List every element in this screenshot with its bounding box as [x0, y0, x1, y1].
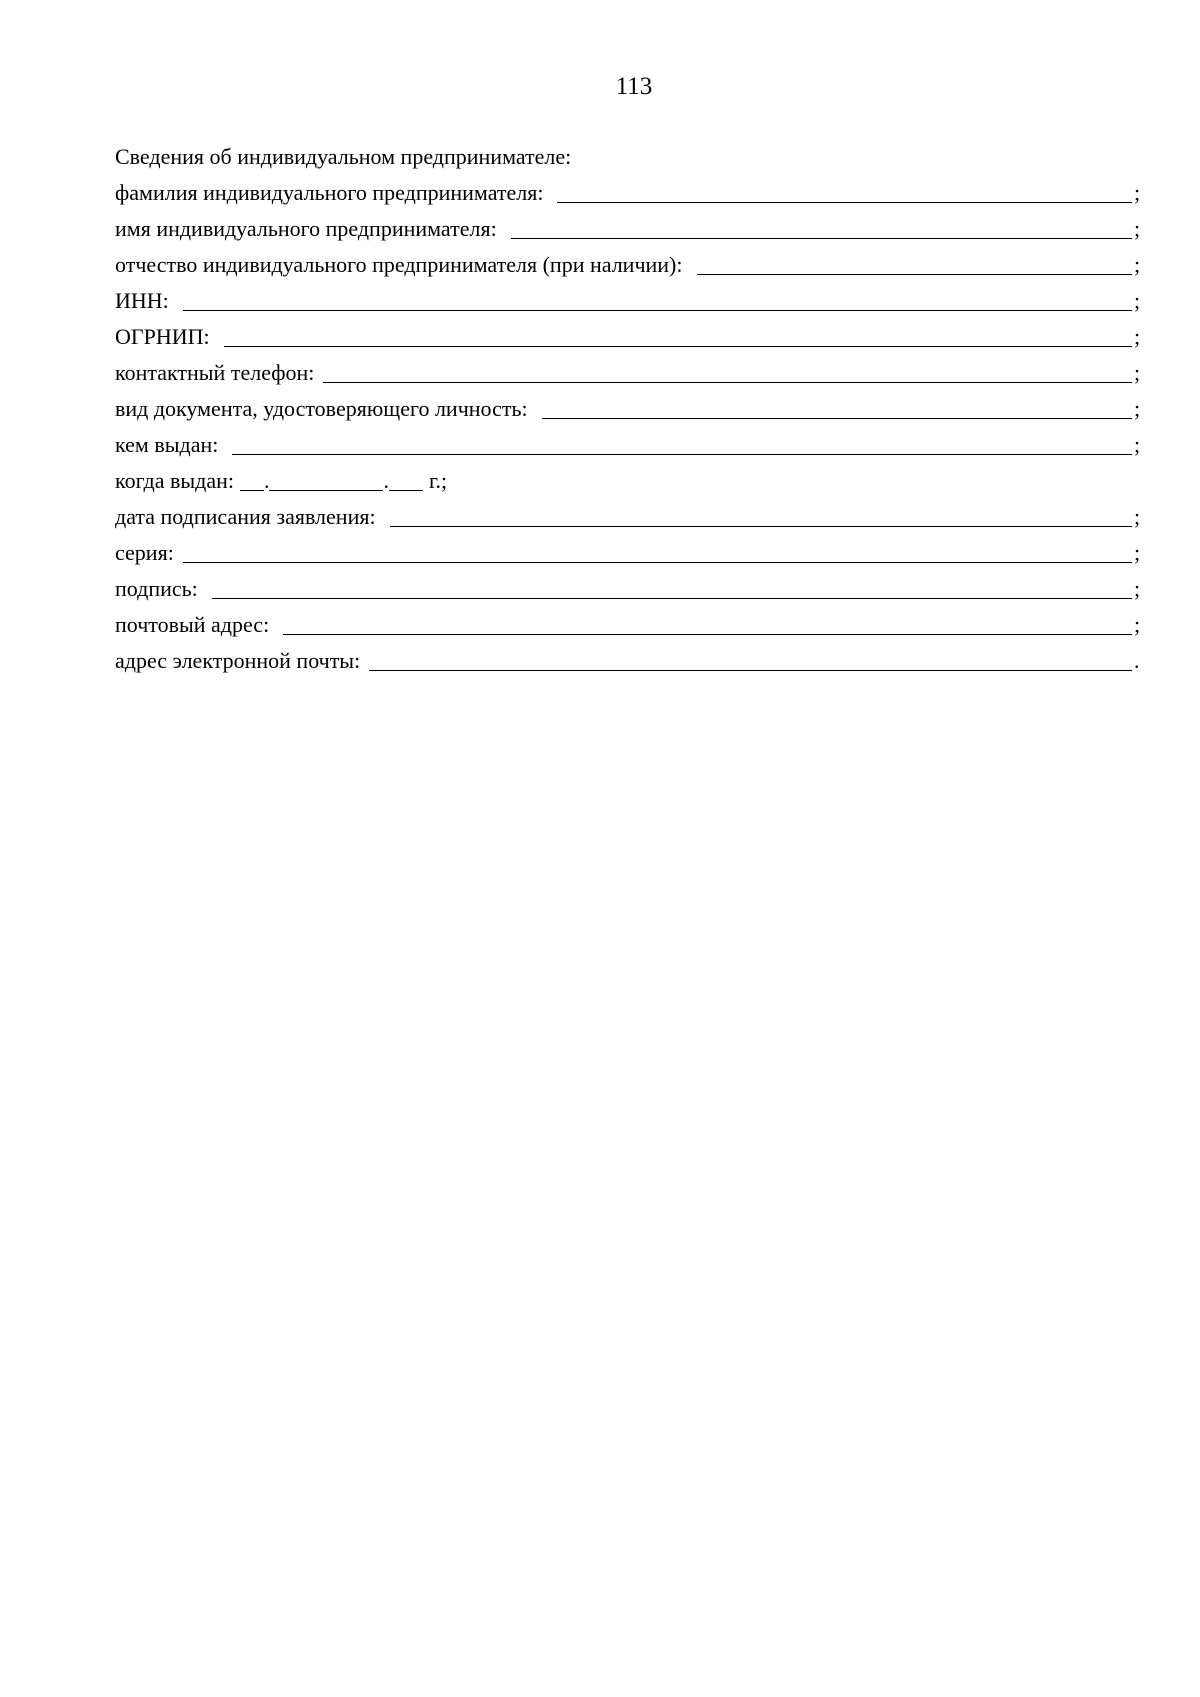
ogrnip-label: ОГРНИП: — [115, 324, 210, 349]
issued-by-blank-line[interactable] — [232, 427, 1132, 455]
ogrnip-blank-line[interactable] — [224, 319, 1132, 347]
line-end-mark: ; — [1134, 540, 1141, 565]
signature-blank-line[interactable] — [212, 571, 1132, 599]
series-label: серия: — [115, 540, 174, 565]
line-end-mark: ; — [1134, 288, 1141, 313]
surname-field-row — [115, 175, 1140, 211]
line-end-mark: ; — [1134, 396, 1141, 421]
line-end-mark: ; — [1134, 576, 1141, 601]
line-end-mark: ; — [1134, 504, 1141, 529]
page-number: 113 — [615, 73, 653, 100]
email-blank-line[interactable] — [369, 643, 1132, 671]
signature-label: подпись: — [115, 576, 198, 601]
line-end-mark: ; — [1134, 324, 1141, 349]
signing-date-blank-line[interactable] — [390, 499, 1132, 527]
surname-label: фамилия индивидуального предпринимателя: — [115, 180, 544, 205]
first-name-label: имя индивидуального предпринимателя: — [115, 216, 497, 241]
inn-label: ИНН: — [115, 288, 169, 313]
line-end-mark: ; — [1134, 180, 1141, 205]
phone-field-row — [115, 355, 1140, 391]
line-end-mark: ; — [1134, 252, 1141, 277]
issue-year-blank[interactable] — [389, 463, 423, 491]
date-separator: . — [383, 468, 389, 493]
issue-date-field-row — [115, 463, 1140, 499]
first-name-blank-line[interactable] — [511, 211, 1132, 239]
signature-field-row — [115, 571, 1140, 607]
id-document-blank-line[interactable] — [542, 391, 1132, 419]
phone-blank-line[interactable] — [323, 355, 1132, 383]
phone-label: контактный телефон: — [115, 360, 315, 385]
line-end-mark: ; — [1134, 360, 1141, 385]
ip-info-form — [115, 139, 1140, 679]
year-suffix: г.; — [428, 468, 448, 493]
issue-date-label: когда выдан: — [115, 468, 234, 493]
email-field-row — [115, 643, 1140, 679]
first-name-field-row — [115, 211, 1140, 247]
line-end-mark: ; — [1134, 612, 1141, 637]
line-end-mark: ; — [1134, 216, 1141, 241]
line-end-mark: . — [1134, 648, 1140, 673]
issue-month-blank[interactable] — [269, 463, 383, 491]
issue-day-blank[interactable] — [240, 463, 264, 491]
signing-date-field-row — [115, 499, 1140, 535]
surname-blank-line[interactable] — [557, 175, 1132, 203]
postal-address-blank-line[interactable] — [283, 607, 1132, 635]
series-blank-line[interactable] — [183, 535, 1132, 563]
series-field-row — [115, 535, 1140, 571]
postal-address-field-row — [115, 607, 1140, 643]
date-separator: . — [263, 468, 270, 493]
issued-by-label: кем выдан: — [115, 432, 219, 457]
id-document-label: вид документа, удостоверяющего личность: — [115, 396, 528, 421]
patronymic-blank-line[interactable] — [697, 247, 1133, 275]
email-label: адрес электронной почты: — [115, 648, 361, 673]
ogrnip-field-row — [115, 319, 1140, 355]
signing-date-label: дата подписания заявления: — [115, 504, 376, 529]
issued-by-field-row — [115, 427, 1140, 463]
patronymic-field-row — [115, 247, 1140, 283]
inn-field-row — [115, 283, 1140, 319]
id-document-field-row — [115, 391, 1140, 427]
patronymic-label: отчество индивидуального предпринимателя (при наличии): — [115, 252, 683, 277]
line-end-mark: ; — [1134, 432, 1141, 457]
section-heading: Сведения об индивидуальном предпринимателе: — [115, 144, 572, 169]
inn-blank-line[interactable] — [183, 283, 1132, 311]
postal-address-label: почтовый адрес: — [115, 612, 270, 637]
